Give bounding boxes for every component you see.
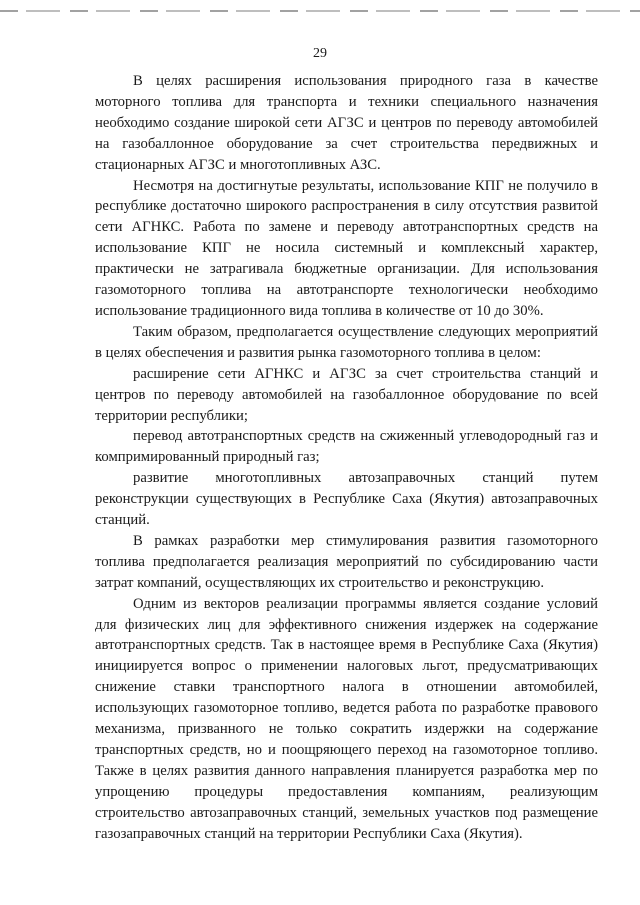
paragraph-subsidies: В рамках разработки мер стимулирования развития газомоторного топлива предполагается реализация мероприятий по субсидированию части затрат компаний, осуществляющих их строительство и реконструкцию.: [95, 532, 598, 591]
list-item-multifuel-stations: развитие многотопливных автозаправочных станций путем реконструкции существующих в Республике Саха (Якутия) автозаправочных станций.: [95, 470, 598, 529]
body-text: [95, 71, 598, 845]
paragraph-lng-network: В целях расширения использования природного газа в качестве моторного топлива для транспорта и техники специального назначения необходимо создание широкой сети АГЗС и центров по переводу автомобилей на газобаллонное оборудование за счет строительства передвижных и стационарных АГЗС и многотопливных АЗС.: [95, 73, 598, 173]
list-item-vehicle-conversion: перевод автотранспортных средств на сжиженный углеводородный газ и компримированный природный газ;: [95, 428, 598, 466]
paragraph-planned-measures: Таким образом, предполагается осуществление следующих мероприятий в целях обеспечения и развития рынка газомоторного топлива в целом:: [95, 323, 598, 361]
list-item-network-expansion: расширение сети АГНКС и АГЗС за счет строительства станций и центров по переводу автомобилей на газобаллонное оборудование по всей территории республики;: [95, 365, 598, 424]
paragraph-cng-status: Несмотря на достигнутые результаты, использование КПГ не получило в республике достаточно широкого распространения в силу отсутствия развитой сети АГНКС. Работа по замене и переводу автотранспортных средств на использование КПГ не носила системный и комплексный характер, практически не затрагивала бюджетные организации. Для использования газомоторного топлива на автотранспорте технологически необходимо использование традиционного вида топлива в количестве от 10 до 30%.: [95, 177, 598, 319]
page-number: 29: [313, 46, 327, 61]
paragraph-tax-incentives: Одним из векторов реализации программы является создание условий для физических лиц для эффективного снижения издержек на содержание автотранспортных средств. Так в настоящее время в Республике Саха (Якутия) инициируется вопрос о применении налоговых льгот, предусматривающих снижение ставки транспортного налога в отношении автомобилей, использующих газомоторное топливо, ведется работа по разработке правового механизма, призванного не только сократить издержки на содержание транспортных средств, но и поощряющего переход на газомоторное топливо. Также в целях развития данного направления планируется разработка мер по упрощению процедуры предоставления компаниям, реализующим строительство автозаправочных станций, земельных участков под размещение газозаправочных станций на территории Республики Саха (Якутия).: [95, 595, 598, 842]
scan-top-edge: [0, 10, 640, 12]
